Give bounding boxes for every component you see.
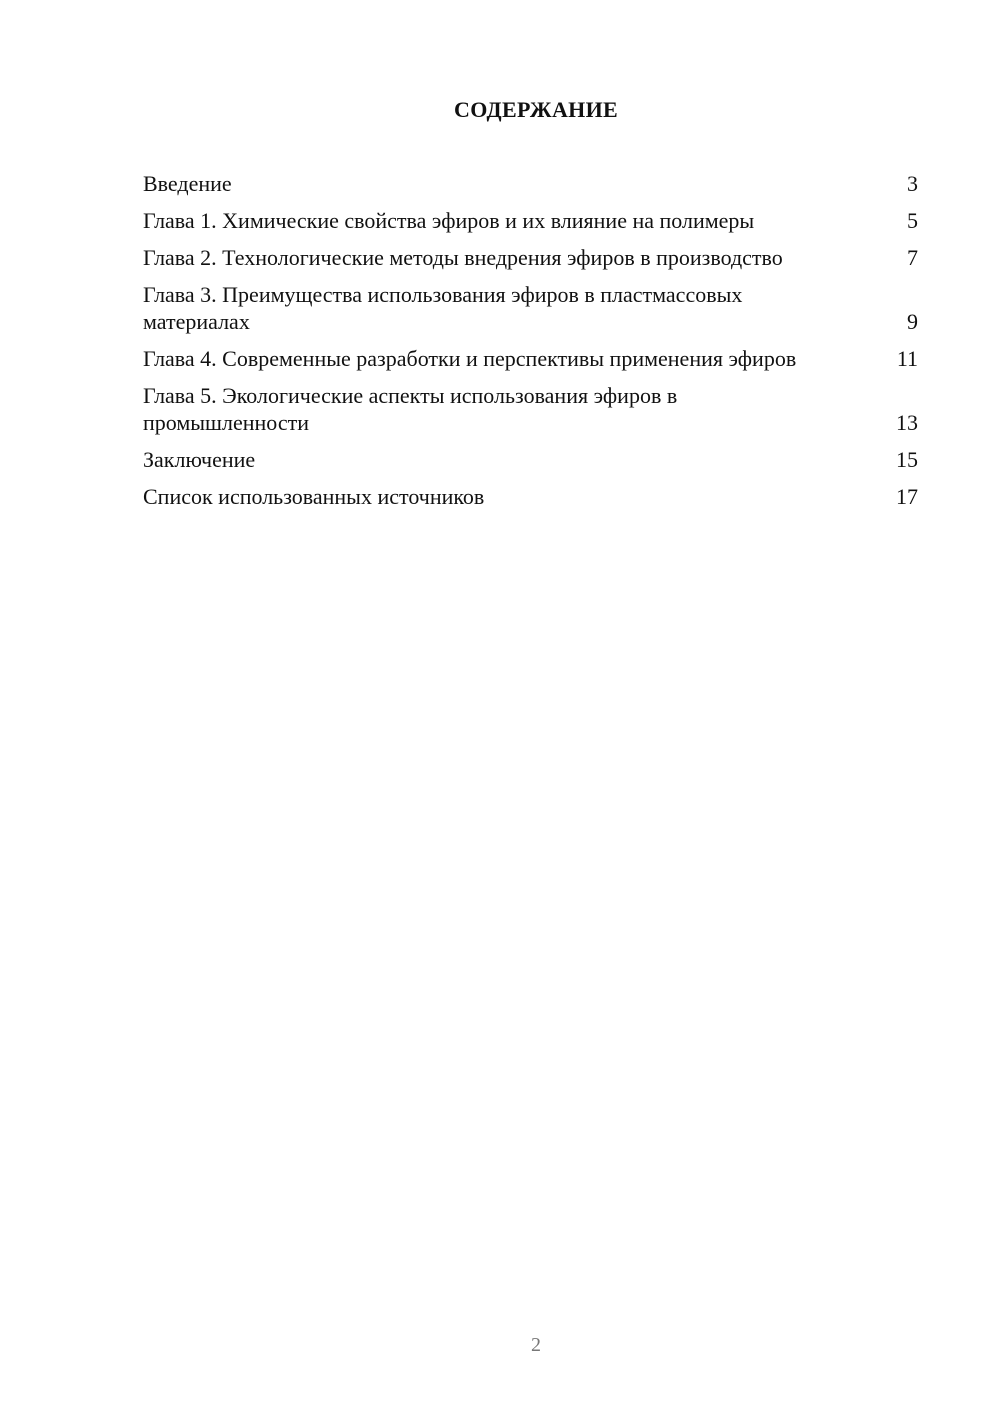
toc-entry-chapter-3 xyxy=(143,281,918,335)
toc-entry-page: 3 xyxy=(907,171,918,196)
toc-entry-chapter-1 xyxy=(143,207,918,234)
toc-entry-label: Введение xyxy=(143,171,232,196)
toc-entry-page: 13 xyxy=(896,410,918,435)
toc-entry-chapter-4 xyxy=(143,345,918,372)
toc-entry-references xyxy=(143,483,918,510)
toc-entry-label: Глава 5. Экологические аспекты использования эфиров в промышленности xyxy=(143,383,678,435)
toc-entry-page: 7 xyxy=(907,245,918,270)
toc-entry-label: Глава 3. Преимущества использования эфиров в пластмассовых материалах xyxy=(143,282,743,334)
toc-entry-label: Заключение xyxy=(143,447,256,472)
toc-entry-introduction xyxy=(143,170,918,197)
toc-entry-chapter-5 xyxy=(143,382,918,436)
toc-entry-page: 9 xyxy=(907,309,918,334)
page-number: 2 xyxy=(531,1334,541,1356)
toc-entry-page: 17 xyxy=(896,484,918,509)
page-title: СОДЕРЖАНИЕ xyxy=(454,97,618,122)
toc-entry-label: Список использованных источников xyxy=(143,484,485,509)
toc-entry-conclusion xyxy=(143,446,918,473)
toc-entry-page: 11 xyxy=(896,346,918,371)
toc-entry-label: Глава 4. Современные разработки и перспективы применения эфиров xyxy=(143,346,797,371)
toc-entry-label: Глава 1. Химические свойства эфиров и их влияние на полимеры xyxy=(143,208,755,233)
table-of-contents xyxy=(143,170,918,520)
toc-entry-page: 5 xyxy=(907,208,918,233)
toc-entry-chapter-2 xyxy=(143,244,918,271)
toc-entry-page: 15 xyxy=(896,447,918,472)
toc-entry-label: Глава 2. Технологические методы внедрения эфиров в производство xyxy=(143,245,783,270)
